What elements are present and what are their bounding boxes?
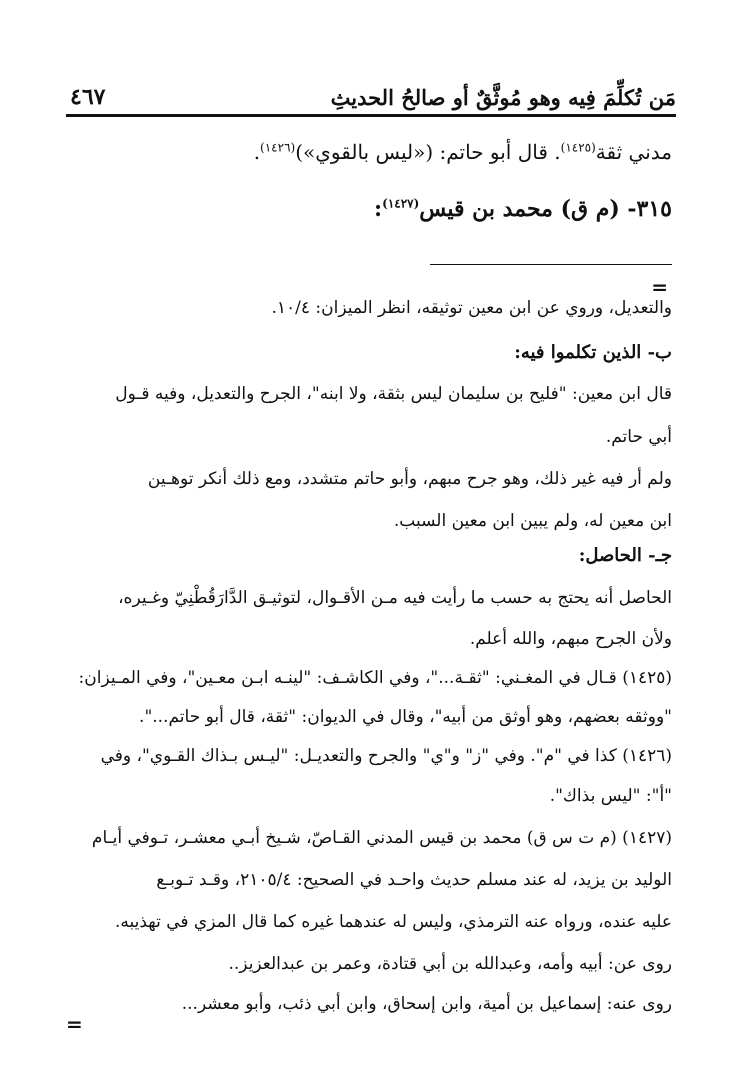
header-rule <box>66 114 676 117</box>
footnote-line: الوليد بن يزيد، له عند مسلم حديث واحـد في الصحيح: ٢١٠٥/٤، وقـد تـوبـع <box>156 870 672 890</box>
main-text-start: مدني ثقة <box>595 140 672 164</box>
footnote-ref: (١٤٢٦) <box>260 140 296 155</box>
footnote-line: ولم أر فيه غير ذلك، وهو جرح مبهم، وأبو حاتم متشدد، ومع ذلك أنكر توهـين <box>147 469 672 489</box>
footnote-line: والتعديل، وروي عن ابن معين توثيقه، انظر الميزان: ١٠/٤. <box>271 298 672 318</box>
footnote-ref: (١٤٢٧) <box>382 196 420 211</box>
main-text-middle: . قال أبو حاتم: («ليس بالقوي») <box>295 140 561 164</box>
footnote-line: ولأن الجرح مبهم، والله أعلم. <box>469 629 672 649</box>
main-text-end: . <box>253 140 261 164</box>
page-number: ٤٦٧ <box>70 84 106 110</box>
footnote-line: "أ": "ليس بذاك". <box>549 786 672 806</box>
footnote-line: روى عن: أبيه وأمه، وعبدالله بن أبي قتادة، وعمر بن عبدالعزيز.. <box>228 954 672 974</box>
footnote-line: روى عنه: إسماعيل بن أمية، وابن إسحاق، وابن أبي ذئب، وأبو معشر... <box>181 994 672 1014</box>
page-header <box>70 70 676 110</box>
footnote-line: (١٤٢٥) قـال في المغـني: "ثقـة..."، وفي الكاشـف: "لينـه ابـن معـين"، وفي المـيزان: <box>78 668 672 688</box>
footnote-line: (١٤٢٧) (م ت س ق) محمد بن قيس المدني القـاصّ، شـيخ أبـي معشـر، تـوفي أيـام <box>91 828 672 848</box>
footnote-line: قال ابن معين: "فليح بن سليمان ليس بثقة، ولا ابنه"، الجرح والتعديل، وفيه قـول <box>115 384 672 404</box>
continuation-mark: = <box>651 275 668 299</box>
entry-heading-end: : <box>374 196 383 222</box>
footnote-line: الحاصل أنه يحتج به حسب ما رأيت فيه مـن الأقـوال، لتوثيـق الدَّارَقُطْنِيّ وغـيره، <box>118 588 672 608</box>
footnote-line: ابن معين له، ولم يبين ابن معين السبب. <box>393 511 672 531</box>
main-text-line <box>66 140 672 164</box>
entry-heading <box>66 196 672 222</box>
footnote-ref: (١٤٢٥) <box>560 140 596 155</box>
footnote-subheading: جـ- الحاصل: <box>578 545 672 566</box>
footnote-subheading: ب- الذين تكلموا فيه: <box>514 342 672 363</box>
running-title: مَن تُكلِّمَ فِيه وهو مُوثَّقٌ أو صالحُ الحديثِ <box>330 85 676 110</box>
continuation-mark: = <box>66 1012 83 1036</box>
footnote-line: "ووثقه بعضهم، وهو أوثق من أبيه"، وقال في الديوان: "ثقة، قال أبو حاتم...". <box>139 707 672 727</box>
footnote-separator <box>430 264 672 265</box>
footnote-line: أبي حاتم. <box>605 427 672 447</box>
footnote-line: عليه عنده، ورواه عنه الترمذي، وليس له عندهما غيره كما قال المزي في تهذيبه. <box>114 912 672 932</box>
entry-heading-text: ٣١٥- (م ق) محمد بن قيس <box>419 196 672 222</box>
footnote-line: (١٤٢٦) كذا في "م". وفي "ز" و"ي" والجرح والتعديـل: "ليـس بـذاك القـوي"، وفي <box>100 746 672 766</box>
